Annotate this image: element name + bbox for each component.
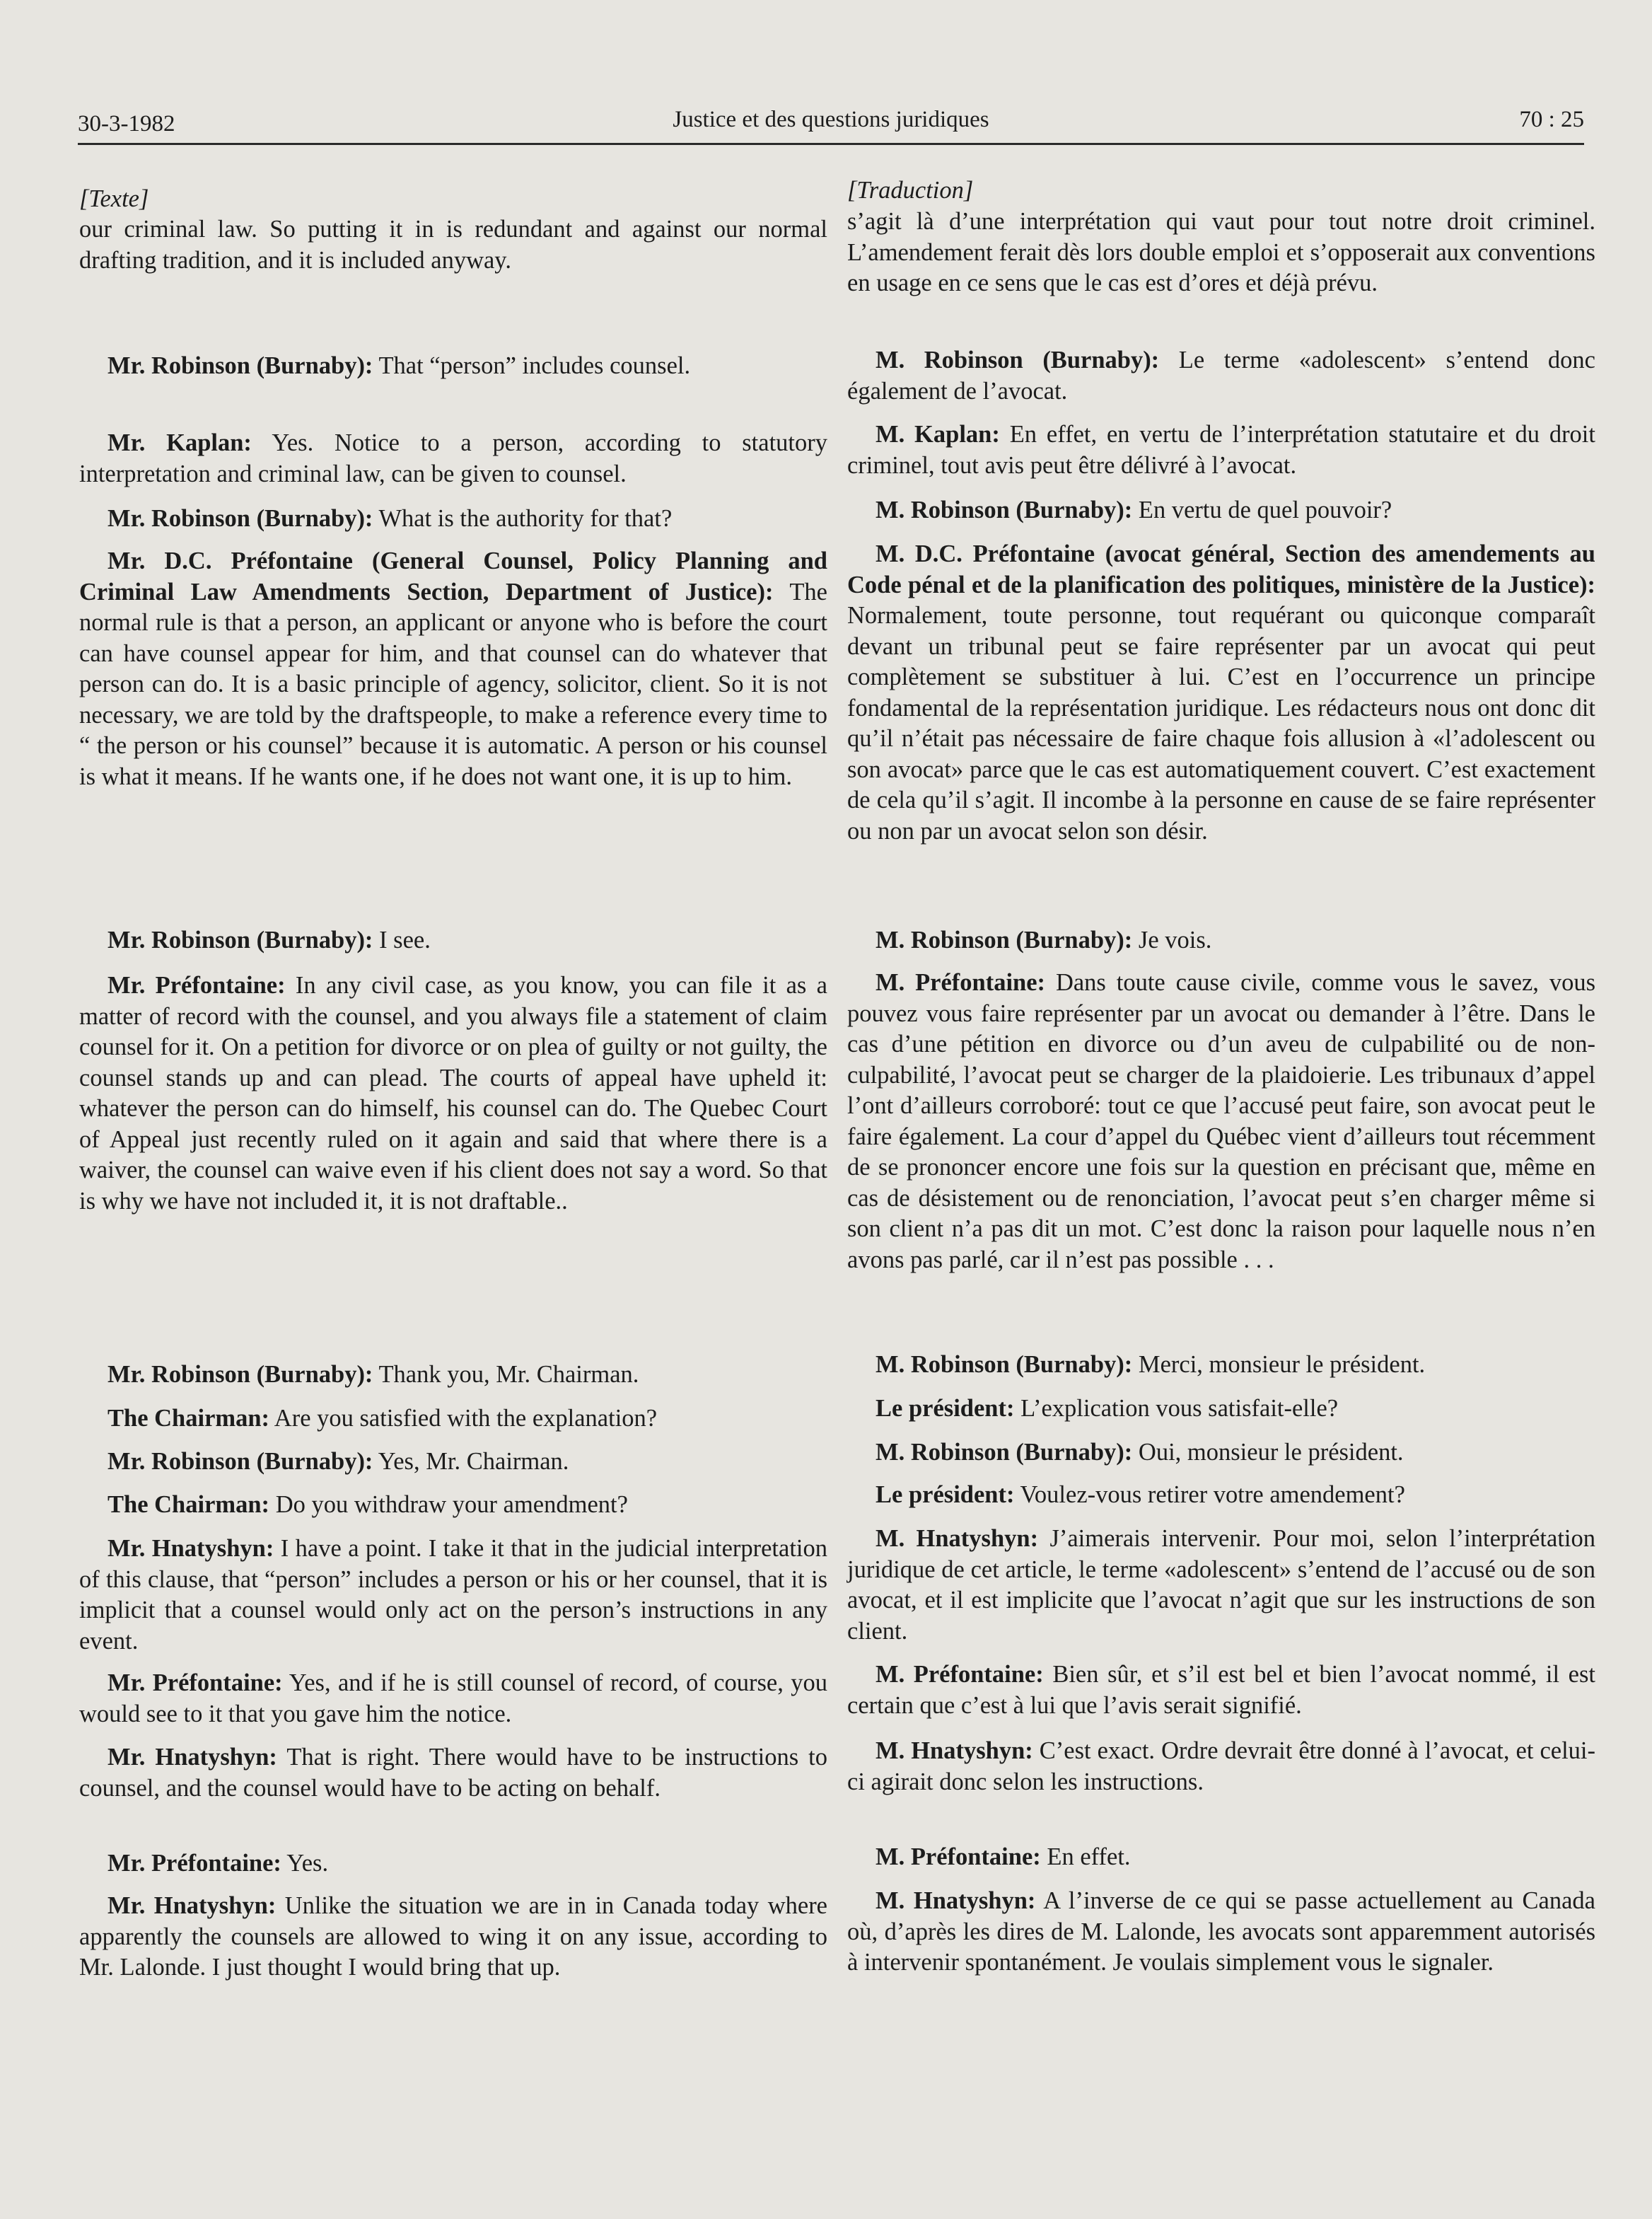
page-header <box>78 99 1584 145</box>
paragraph: M. Robinson (Burnaby): Oui, monsieur le président. <box>876 1439 1404 1466</box>
paragraph: Mr. Hnatyshyn: Unlike the situation we are in in Canada today where apparently the counsels are allowed to wing it on any issue, according to Mr. Lalonde. I just thought I would bring that up. <box>79 1892 827 1981</box>
paragraph: The Chairman: Do you withdraw your amendment? <box>107 1491 628 1518</box>
column-label-texte: [Texte] <box>79 185 149 212</box>
column-label-traduction: [Traduction] <box>847 177 974 204</box>
paragraph: Mr. Hnatyshyn: I have a point. I take it that in the judicial interpretation of this clause, that “person” includes a person or his or her counsel, that it is implicit that a counsel would only act on the person’s instructions in any event. <box>79 1535 827 1655</box>
header-page-number: 70 : 25 <box>1519 107 1584 132</box>
paragraph: Mr. Préfontaine: Yes. <box>107 1850 329 1877</box>
paragraph: M. Hnatyshyn: J’aimerais intervenir. Pour moi, selon l’interprétation juridique de cet article, le terme «adolescent» s’entend de l’accusé ou de son avocat, et il est implicite que l’avocat n’agit que sur les instructions de son client. <box>847 1525 1595 1645</box>
paragraph: M. Hnatyshyn: A l’inverse de ce qui se passe actuellement au Canada où, d’après les dires de M. Lalonde, les avocats sont apparemment autorisés à intervenir spontanément. Je voulais simplement vous le signaler. <box>847 1887 1595 1976</box>
paragraph: Mr. Robinson (Burnaby): Thank you, Mr. Chairman. <box>107 1361 639 1388</box>
paragraph: Mr. Préfontaine: Yes, and if he is still counsel of record, of course, you would see to it that you gave him the notice. <box>79 1669 827 1727</box>
paragraph: Le président: Voulez-vous retirer votre amendement? <box>876 1481 1405 1508</box>
paragraph: M. Préfontaine: En effet. <box>876 1843 1131 1870</box>
paragraph: our criminal law. So putting it in is redundant and against our normal drafting tradition, and it is included anyway. <box>79 216 827 274</box>
paragraph: Le président: L’explication vous satisfait-elle? <box>876 1395 1339 1422</box>
paragraph: M. Kaplan: En effet, en vertu de l’interprétation statutaire et du droit criminel, tout avis peut être délivré à l’avocat. <box>847 421 1595 479</box>
paragraph: M. Préfontaine: Bien sûr, et s’il est bel et bien l’avocat nommé, il est certain que c’est à lui que l’avis serait signifié. <box>847 1661 1595 1719</box>
paragraph: M. Robinson (Burnaby): En vertu de quel pouvoir? <box>876 497 1392 523</box>
paragraph: Mr. Robinson (Burnaby): I see. <box>107 927 431 954</box>
paragraph: Mr. Préfontaine: In any civil case, as you know, you can file it as a matter of record with the counsel, and you always file a statement of claim counsel for it. On a petition for divorce or on plea of guilty or not guilty, the counsel stands up and can plead. The courts of appeal have upheld it: whatever the person can do himself, his counsel can do. The Quebec Court of Appeal just recently ruled on it again and said that where there is a waiver, the counsel can waive even if his client does not say a word. So that is why we have not included it, it is not draftable.. <box>79 972 827 1215</box>
paragraph: s’agit là d’une interprétation qui vaut pour tout notre droit criminel. L’amendement ferait dès lors double emploi et s’opposerait aux conventions en usage en ce sens que le cas est d’ores et déjà prévu. <box>847 208 1595 296</box>
paragraph: Mr. D.C. Préfontaine (General Counsel, Policy Planning and Criminal Law Amendments Section, Department of Justice): The normal rule is that a person, an applicant or anyone who is before the court can have counsel appear for him, and that counsel can do whatever that person can do. It is a basic principle of agency, solicitor, client. So it is not necessary, we are told by the draftspeople, to make a reference every time to “ the person or his counsel” because it is automatic. A person or his counsel is what it means. If he wants one, if he does not want one, it is up to him. <box>79 547 828 790</box>
paragraph: Mr. Hnatyshyn: That is right. There would have to be instructions to counsel, and the counsel would have to be acting on behalf. <box>79 1744 828 1802</box>
paragraph: M. Robinson (Burnaby): Je vois. <box>876 927 1212 954</box>
paragraph: Mr. Robinson (Burnaby): That “person” includes counsel. <box>107 352 691 379</box>
paragraph: M. Hnatyshyn: C’est exact. Ordre devrait être donné à l’avocat, et celui-ci agirait donc selon les instructions. <box>847 1737 1595 1795</box>
paragraph: The Chairman: Are you satisfied with the explanation? <box>107 1405 658 1432</box>
paragraph: Mr. Kaplan: Yes. Notice to a person, according to statutory interpretation and criminal law, can be given to counsel. <box>79 429 827 487</box>
header-title: Justice et des questions juridiques <box>673 107 989 132</box>
paragraph: M. Robinson (Burnaby): Merci, monsieur le président. <box>876 1351 1426 1378</box>
header-date: 30-3-1982 <box>78 111 175 137</box>
paragraph: Mr. Robinson (Burnaby): Yes, Mr. Chairman. <box>107 1448 569 1475</box>
paragraph: M. Robinson (Burnaby): Le terme «adolescent» s’entend donc également de l’avocat. <box>847 347 1595 405</box>
paragraph: Mr. Robinson (Burnaby): What is the authority for that? <box>107 505 673 532</box>
paragraph: M. Préfontaine: Dans toute cause civile, comme vous le savez, vous pouvez vous faire représenter par un avocat ou demander à l’être. Dans le cas d’une pétition en divorce ou d’un aveu de culpabilité ou de non-culpabilité, l’avocat peut se charger de la plaidoierie. Les tribunaux d’appel l’ont d’ailleurs corroboré: tout ce que l’accusé peut faire, son avocat peut le faire également. La cour d’appel du Québec vient d’ailleurs tout récemment de se prononcer encore une fois sur la question en précisant que, même en cas de désistement ou de renonciation, l’avocat peut s’en charger même si son client n’a pas dit un mot. C’est donc la raison pour laquelle nous n’en avons pas parlé, car il n’est pas possible . . . <box>847 969 1595 1273</box>
paragraph: M. D.C. Préfontaine (avocat général, Section des amendements au Code pénal et de la planification des politiques, ministère de la Justice): Normalement, toute personne, tout requérant ou quiconque comparaît devant un tribunal peut se faire représenter par un avocat qui peut complètement se substituer à lui. C’est en l’occurrence un principe fondamental de la représentation juridique. Les rédacteurs nous ont donc dit qu’il n’était pas nécessaire de faire chaque fois allusion à «l’adolescent ou son avocat» parce que le cas est automatiquement couvert. C’est exactement de cela qu’il s’agit. Il incombe à la personne en cause de se faire représenter ou non par un avocat selon son désir. <box>847 540 1595 845</box>
